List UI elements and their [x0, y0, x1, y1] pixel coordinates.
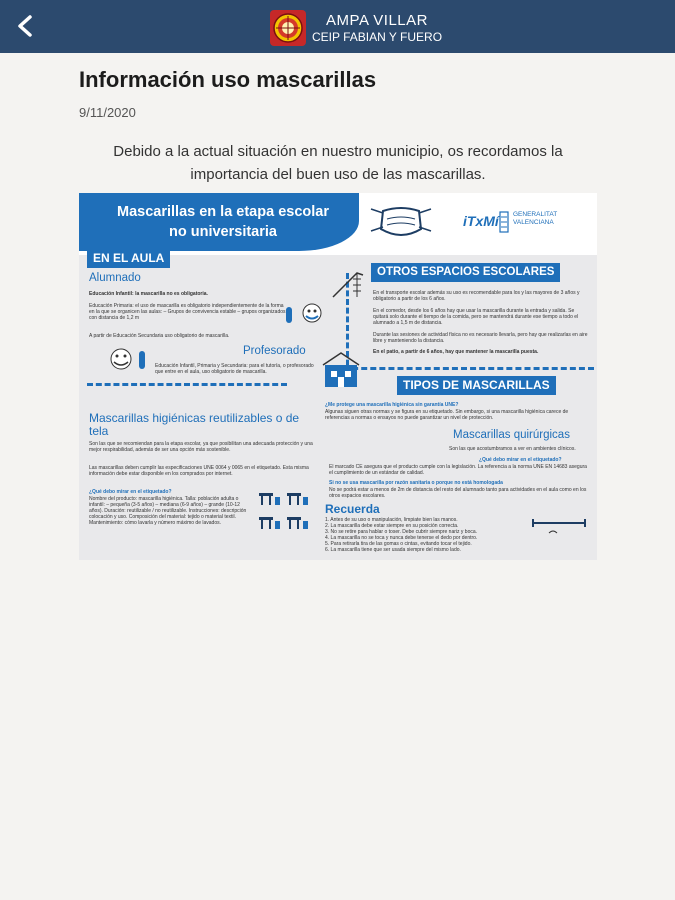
post-intro: Debido a la actual situación en nuestro municipio, os recordamos la importancia del buen uso de las mascarillas. [113, 143, 563, 183]
otros-comedor-text: En el comedor, desde los 6 años hay que usar la mascarilla durante la entrada y salida. Se quitará solo durante el tiempo de la comida, pero se mantendrá durante ese tiempo a todo el alumnado a 1,5 m de distancia. [373, 308, 579, 326]
distance-icon [531, 515, 587, 541]
infographic-image[interactable] [79, 193, 597, 560]
teacher-mask-icon [99, 345, 155, 379]
quirurgicas-etiqueta-q: ¿Qué debo mirar en el etiquetado? [479, 457, 562, 463]
divider-line [87, 383, 287, 386]
post-date: 9/11/2020 [79, 105, 136, 120]
tipos-question: ¿Me protege una mascarilla higiénica sin garantía UNE? [325, 402, 459, 408]
recuerda-item: 4. La mascarilla no se toca y nunca debe tenerse el dedo por dentro. [325, 535, 478, 541]
campaign-tag: iTxMí [463, 213, 499, 229]
desks-icon [255, 489, 311, 539]
tipos-question-text: Algunas siguen otras normas y se figura en su etiquetado. Sin embargo, si una mascarilla higiénica carece de referencias a normas o ensayos no puede garantizar un nivel de protección. [325, 409, 569, 421]
student-mask-icon [284, 301, 330, 329]
infographic-title-line2: no universitaria [169, 224, 277, 240]
infographic-title-line1: Mascarillas en la etapa escolar [117, 204, 329, 220]
higienicas-etiqueta-text: Nombre del producto: mascarilla higiénica. Talla: población adulta o infantil: – pequeña (3-5 años) – mediana (6-9 años) – grande (10-12 años). Duración: reutilizable / no reutilizable. Instrucciones: descripción colocación y uso. Composición del material: tejido o material textil. Mantenimiento: cómo lavarla y número máximo de lavados. [89, 496, 247, 526]
higienicas-text2: Las mascarillas deben cumplir las especificaciones UNE 0064 y 0065 en el etiquetado. Esta misma información debe estar disponible en los comprados por internet. [89, 465, 309, 477]
higienicas-text1: Son las que se recomiendan para la etapa escolar, ya que posibilitan una adecuada protección y una mejor respirabilidad, además de ser una opción más sostenible. [89, 441, 313, 453]
quirurgicas-label: Mascarillas quirúrgicas [453, 429, 570, 441]
brand-name: AMPA VILLAR [326, 12, 428, 29]
otros-fisica-text: Durante las sesiones de actividad física no es necesario llevarla, pero hay que realizarlas en aire libre y manteniendo la distancia. [373, 332, 588, 344]
aula-infantil-text: Educación Infantil: la mascarilla no es obligatoria. [89, 291, 208, 297]
recuerda-heading: Recuerda [325, 502, 380, 516]
school-crest-icon [270, 10, 306, 46]
homologada-q: Si no se usa mascarilla por razón sanitaria o porque no está homologada [329, 480, 503, 486]
gov-line1: GENERALITAT [513, 211, 558, 218]
back-button[interactable] [8, 8, 42, 44]
alumnado-label: Alumnado [89, 272, 141, 284]
aula-primaria-text: Educación Primaria: el uso de mascarilla es obligatorio independientemente de la forma en la que se organicen las aulas: – Grupos de convivencia estable – grupos organizados con distancia de 1,2 m [89, 303, 286, 321]
otros-patio-text: En el patio, a partir de 6 años, hay que mantener la mascarilla puesta. [373, 349, 539, 355]
higienicas-etiqueta-q: ¿Qué debo mirar en el etiquetado? [89, 489, 172, 495]
gov-line2: VALENCIANA [513, 219, 554, 226]
otros-transporte-text: En el transporte escolar además su uso es recomendable para los y las mayores de 3 años y obligatorio a partir de los 6 años. [373, 290, 580, 302]
otros-heading: OTROS ESPACIOS ESCOLARES [371, 263, 560, 282]
app-brand [312, 13, 442, 44]
page-title: Información uso mascarillas [79, 67, 377, 92]
quirurgicas-text: Son las que acostumbramos a ver en ambientes clínicos. [449, 446, 576, 452]
recuerda-item: 2. La mascarilla debe estar siempre en su posición correcta. [325, 523, 459, 529]
divider-line [334, 367, 594, 370]
profesorado-text: Educación Infantil, Primaria y Secundaria: para el tutoría, o profesorado que entre en el aula, uso obligatorio de mascarilla. [155, 363, 314, 375]
infographic-title [87, 202, 359, 242]
aula-secundaria-text: A partir de Educación Secundaria uso obligatorio de mascarilla. [89, 333, 230, 339]
aula-heading: EN EL AULA [87, 249, 170, 268]
recuerda-item: 6. La mascarilla tiene que ser usada siempre del mismo lado. [325, 547, 461, 553]
tipos-heading: TIPOS DE MASCARILLAS [397, 376, 556, 395]
slide-icon [329, 269, 369, 299]
homologada-text: No se podrá estar a menos de 2m de distancia del resto del alumnado tanto para actividades en el aula como en los otros espacios escolares. [329, 487, 587, 499]
top-bar [0, 0, 675, 53]
recuerda-item: 1. Antes de su uso o manipulación, limpiate bien las manos. [325, 517, 458, 523]
school-building-icon [321, 351, 361, 389]
brand-school: CEIP FABIAN Y FUERO [312, 30, 443, 44]
quirurgicas-etiqueta-text: El marcado CE asegura que el producto cumple con la legislación. La referencia a la norma UNE EN 14683 asegura el cumplimiento de un estándar de calidad. [329, 464, 587, 476]
recuerda-item: 3. No se retire para hablar o toser. Debe cubrir siempre nariz y boca. [325, 529, 478, 535]
generalitat-emblem-icon [499, 211, 509, 233]
generalitat-logo [499, 209, 591, 235]
generalitat-text [513, 211, 557, 227]
face-mask-icon [369, 203, 433, 243]
infographic-header [79, 193, 597, 255]
chevron-left-icon [15, 14, 35, 38]
profesorado-label: Profesorado [243, 345, 306, 357]
higienicas-heading: Mascarillas higiénicas reutilizables o de tela [89, 411, 300, 438]
recuerda-item: 5. Para retirarla tira de las gomas o cintas, evitando tocar el tejido. [325, 541, 472, 547]
